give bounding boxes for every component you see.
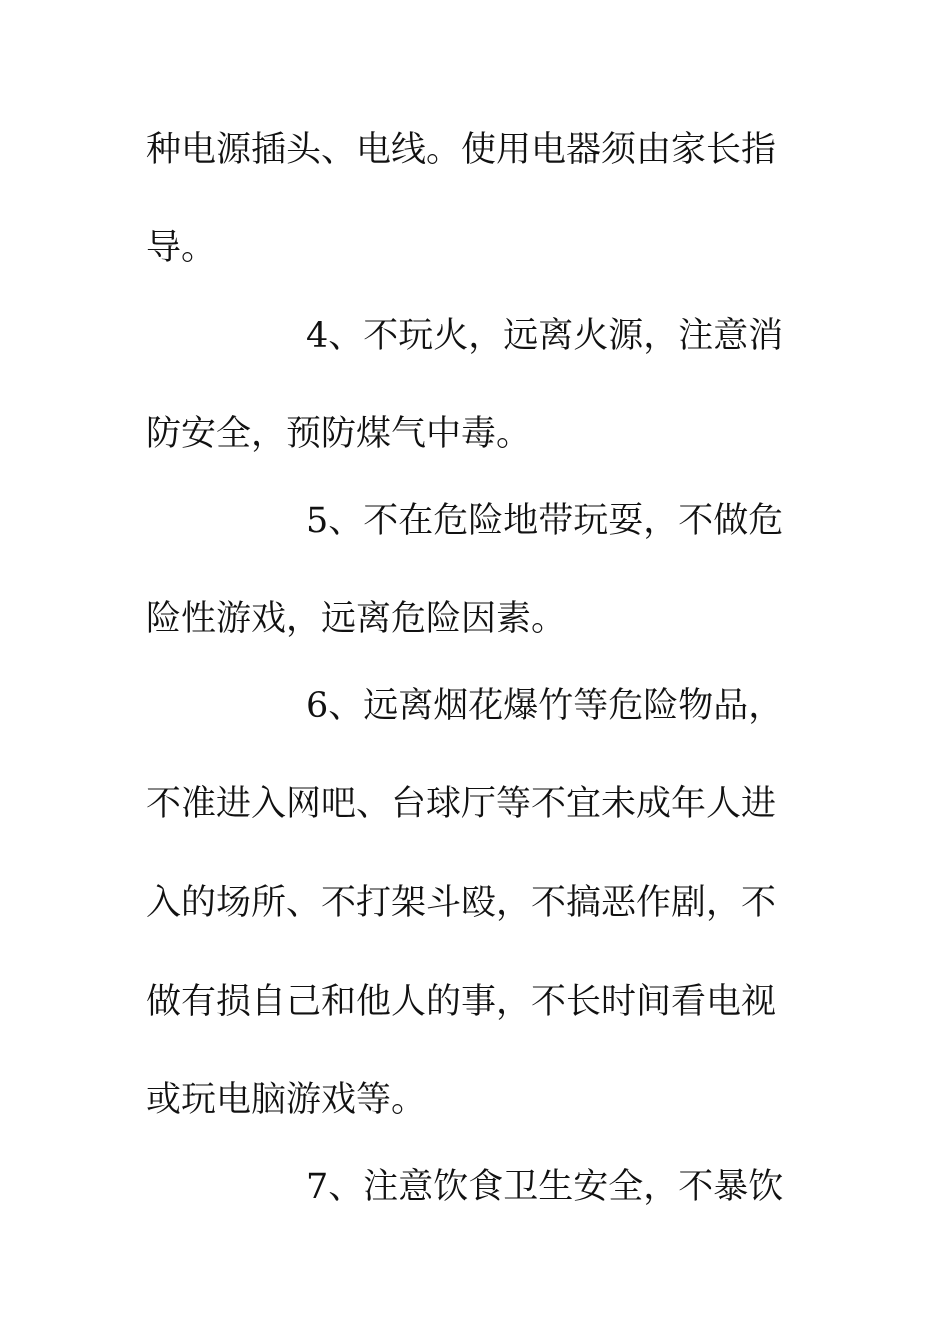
text-line-8: 不准进入网吧、台球厅等不宜未成年人进: [146, 784, 777, 824]
text-line-9: 入的场所、不打架斗殴，不搞恶作剧，不: [146, 883, 777, 923]
text-line-10: 做有损自己和他人的事，不长时间看电视: [146, 982, 777, 1022]
paragraph-7-start: 7、注意饮食卫生安全，不暴饮: [306, 1167, 784, 1207]
paragraph-6-start: 6、远离烟花爆竹等危险物品，: [306, 686, 784, 726]
text-line-4: 防安全，预防煤气中毒。: [146, 414, 532, 454]
text-line-2: 导。: [146, 228, 217, 268]
text-line-1: 种电源插头、电线。使用电器须由家长指: [146, 130, 777, 170]
paragraph-5-start: 5、不在危险地带玩耍，不做危: [306, 501, 784, 541]
text-line-11: 或玩电脑游戏等。: [146, 1080, 427, 1120]
paragraph-4-start: 4、不玩火，远离火源，注意消: [306, 316, 784, 356]
text-line-6: 险性游戏，远离危险因素。: [146, 599, 567, 639]
